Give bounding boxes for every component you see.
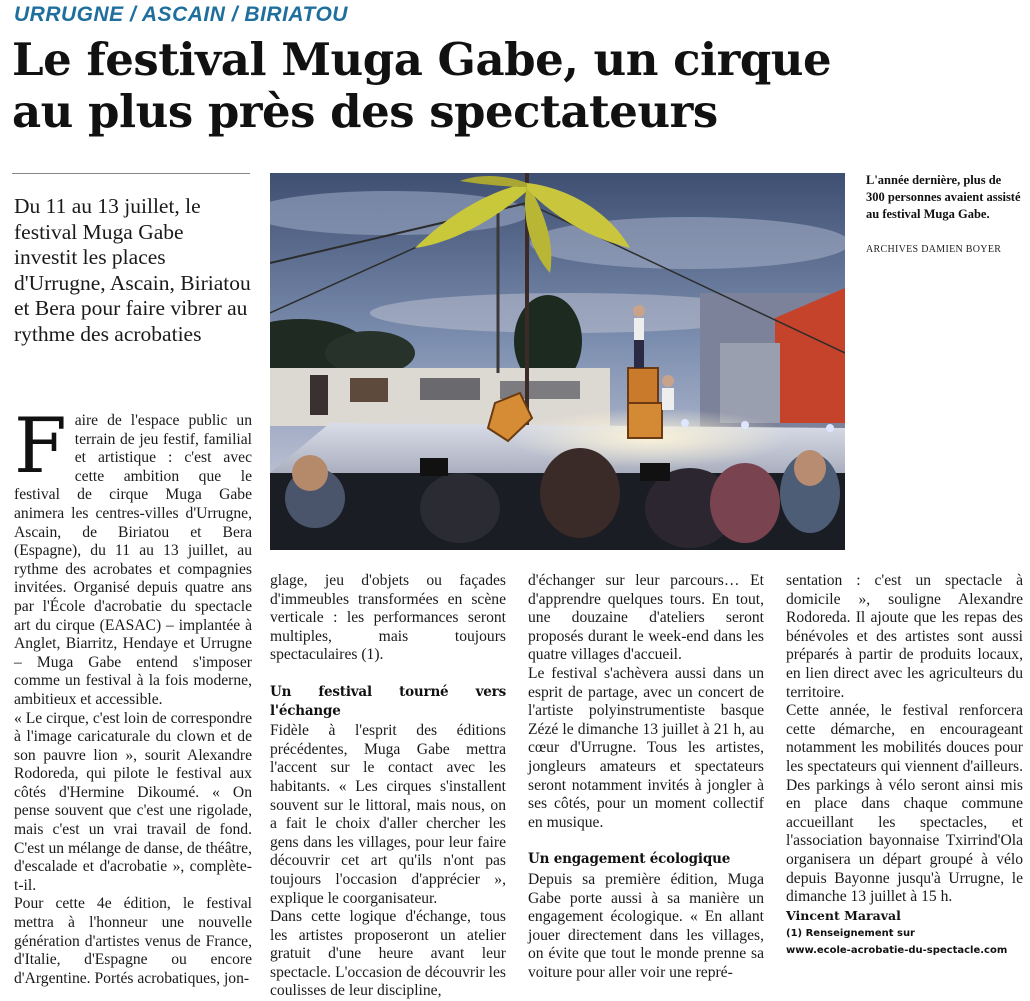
festival-photo (270, 173, 845, 550)
footnote-url: www.ecole-acrobatie-du-spectacle.com (786, 945, 1008, 957)
paragraph: Le festival s'achèvera aussi dans un esprit de partage, avec un concert de l'artiste polyinstrumentiste basque Zézé le dimanche 13 juillet à 21 h, au cœur d'Urrugne. Tous les artistes, jongleurs amateurs et spectateurs seront notamment invités à jongler à ses côtés, pour un moment collectif en musique. (528, 664, 764, 831)
dropcap: F (14, 401, 67, 490)
kicker: URRUGNE / ASCAIN / BIRIATOU (14, 3, 348, 26)
article-column-1 (14, 401, 252, 988)
paragraph: Dans cette logique d'échange, tous les artistes proposeront un atelier gratuit d'une heure avant leur spectacle. L'occasion de découvrir les coulisses de leur discipline, (270, 908, 506, 1000)
paragraph: sentation : c'est un spectacle à domicile », souligne Alexandre Rodoreda. Il ajoute que les repas des bénévoles et des artistes sont aussi préparés à partir de produits locaux, en lien direct avec les agriculteurs du territoire. (786, 572, 1023, 701)
article-column-3 (528, 572, 764, 982)
article-column-4 (786, 572, 1023, 959)
paragraph: Fidèle à l'esprit des éditions précédentes, Muga Gabe mettra l'accent sur le contact avec les habitants. « Les cirques s'installent souvent sur le littoral, mais nous, on a fait le choix d'aller chercher les gens dans les villages, pour leur faire découvrir cet art qu'ils n'ont pas toujours l'occasion d'apprécier », explique le coorganisateur. (270, 722, 506, 907)
paragraph: Pour cette 4e édition, le festival mettra à l'honneur une nouvelle génération d'artistes venus de France, d'Italie, d'Espagne ou encore d'Argentine. Portés acrobatiques, jon- (14, 895, 252, 987)
divider (12, 173, 250, 174)
paragraph: glage, jeu d'objets ou façades d'immeubles transformées en scène verticale : les performances seront multiples, mais toujours spectaculaires (1). (270, 572, 506, 664)
author-signature: Vincent Maraval (786, 907, 901, 923)
headline-line-2: au plus près des spectateurs (12, 85, 718, 138)
paragraph: d'échanger sur leur parcours… Et d'apprendre quelques tours. En tout, une douzaine d'ateliers seront proposés durant le week-end dans les quatre villages d'accueil. (528, 572, 764, 664)
subheading: Un engagement écologique (528, 851, 731, 868)
headline-line-1: Le festival Muga Gabe, un cirque (12, 33, 832, 86)
chapo: Du 11 au 13 juillet, le festival Muga Gabe investit les places d'Urrugne, Ascain, Biriatou et Bera pour faire vibrer au rythme des acrobaties (14, 194, 251, 346)
paragraph: Cette année, le festival renforcera cette démarche, en encourageant notamment les mobilités douces pour les spectateurs qui viennent d'ailleurs. Des parkings à vélo seront ainsi mis en place dans chaque commune accueillant les spectacles, et l'association bayonnaise Txirrind'Ola organisera un départ groupé à vélo depuis Bayonne jusqu'à Urrugne, le dimanche 13 juillet à 15 h. (786, 702, 1023, 906)
subheading: Un festival tourné vers l'échange (270, 683, 506, 719)
photo-credit: ARCHIVES DAMIEN BOYER (866, 244, 1002, 255)
headline (12, 34, 1022, 138)
paragraph: « Le cirque, c'est loin de correspondre à l'image caricaturale du clown et de son pauvre lion », sourit Alexandre Rodoreda, qui pilote le festival aux côtés d'Hermine Dikoumé. « On pense souvent que c'est une rigolade, mais c'est un vrai travail de fond. C'est un mélange de danse, de théâtre, d'escalade et d'acrobatie », complète-t-il. (14, 709, 252, 894)
footnote: (1) Renseignement sur (786, 928, 915, 940)
photo-caption: L'année dernière, plus de 300 personnes avaient assisté au festival Muga Gabe. (866, 173, 1021, 221)
paragraph: Depuis sa première édition, Muga Gabe porte aussi à sa manière un engagement écologique. « En allant jouer directement dans les villages, on évite que tout le monde prenne sa voiture pour aller voir une repré- (528, 870, 764, 981)
article-column-2 (270, 572, 506, 1001)
paragraph: Faire de l'espace public un terrain de jeu festif, familial et artistique : c'est avec cette ambition que le festival de cirque Muga Gabe animera les centres-villes d'Urrugne, Ascain, de Biriatou et Bera (Espagne), du 11 au 13 juillet, au rythme des acrobates et compagnies invitées. Organisé depuis quatre ans par l'École d'acrobatie du spectacle art du cirque (EASAC) – implantée à Anglet, Biarritz, Hendaye et Urrugne – Muga Gabe entend s'imposer comme un festival à la fois moderne, ambitieux et accessible. (14, 401, 252, 708)
